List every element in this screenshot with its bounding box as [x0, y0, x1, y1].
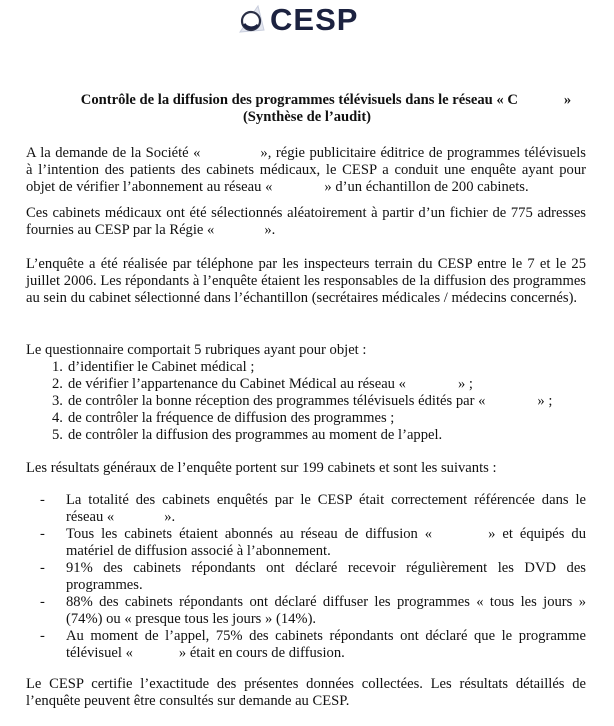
list-item: - 88% des cabinets répondants ont déclaré diffuser les programmes « tous les jours » (74%) ou « presque tous les jours » (14%). [40, 594, 586, 627]
intro-paragraph: A la demande de la Société « », régie publicitaire éditrice de programmes télévisuels à l’intention des patients des cabinets médicaux, le CESP a conduit une enquête ayant pour objet de vérifier l’abonnement au réseau « » d’un échantillon de 200 cabinets. [26, 145, 586, 195]
title-line-2: (Synthèse de l’audit) [242, 109, 372, 125]
logo-wordmark: CESP [270, 2, 359, 37]
list-item: 5. de contrôler la diffusion des programmes au moment de l’appel. [52, 427, 443, 443]
selection-paragraph: Ces cabinets médicaux ont été sélectionnés aléatoirement à partir d’un fichier de 775 adresses fournies au CESP par la Régie « ». [26, 205, 586, 238]
method-paragraph: L’enquête a été réalisée par téléphone par les inspecteurs terrain du CESP entre le 7 et le 25 juillet 2006. Les répondants à l’enquête étaient les responsables de la diffusion des programmes au sein du cabinet sélectionné dans l’échantillon (secrétaires médicales / médecins concernés). [26, 256, 586, 306]
list-item: 3. de contrôler la bonne réception des programmes télévisuels édités par « » ; [52, 393, 553, 409]
globe-orb-icon [236, 4, 266, 34]
questionnaire-list [26, 359, 596, 444]
list-item: - La totalité des cabinets enquêtés par le CESP était correctement référencée dans le réseau « ». [40, 492, 586, 525]
results-intro: Les résultats généraux de l’enquête portent sur 199 cabinets et sont les suivants : [26, 460, 497, 476]
document-title: Contrôle de la diffusion des programmes télévisuels dans le réseau « C » (Synthèse de l’audit) [80, 92, 572, 125]
list-item: 2. de vérifier l’appartenance du Cabinet Médical au réseau « » ; [52, 376, 473, 392]
results-list [26, 492, 586, 662]
list-item: 4. de contrôler la fréquence de diffusion des programmes ; [52, 410, 395, 426]
conclusion-paragraph: Le CESP certifie l’exactitude des présentes données collectées. Les résultats détaillés de l’enquête peuvent être consultés sur demande au CESP. [26, 676, 586, 709]
questionnaire-intro: Le questionnaire comportait 5 rubriques ayant pour objet : [26, 342, 367, 358]
list-item: - 91% des cabinets répondants ont déclaré recevoir régulièrement les DVD des programmes. [40, 560, 586, 593]
list-item: - Au moment de l’appel, 75% des cabinets répondants ont déclaré que le programme télévisuel « » était en cours de diffusion. [40, 628, 586, 661]
cesp-logo [236, 2, 366, 36]
list-item: - Tous les cabinets étaient abonnés au réseau de diffusion « » et équipés du matériel de diffusion associé à l’abonnement. [40, 526, 586, 559]
title-line-1: Contrôle de la diffusion des programmes télévisuels dans le réseau « C [80, 92, 518, 108]
list-item: 1. d’identifier le Cabinet médical ; [52, 359, 255, 375]
